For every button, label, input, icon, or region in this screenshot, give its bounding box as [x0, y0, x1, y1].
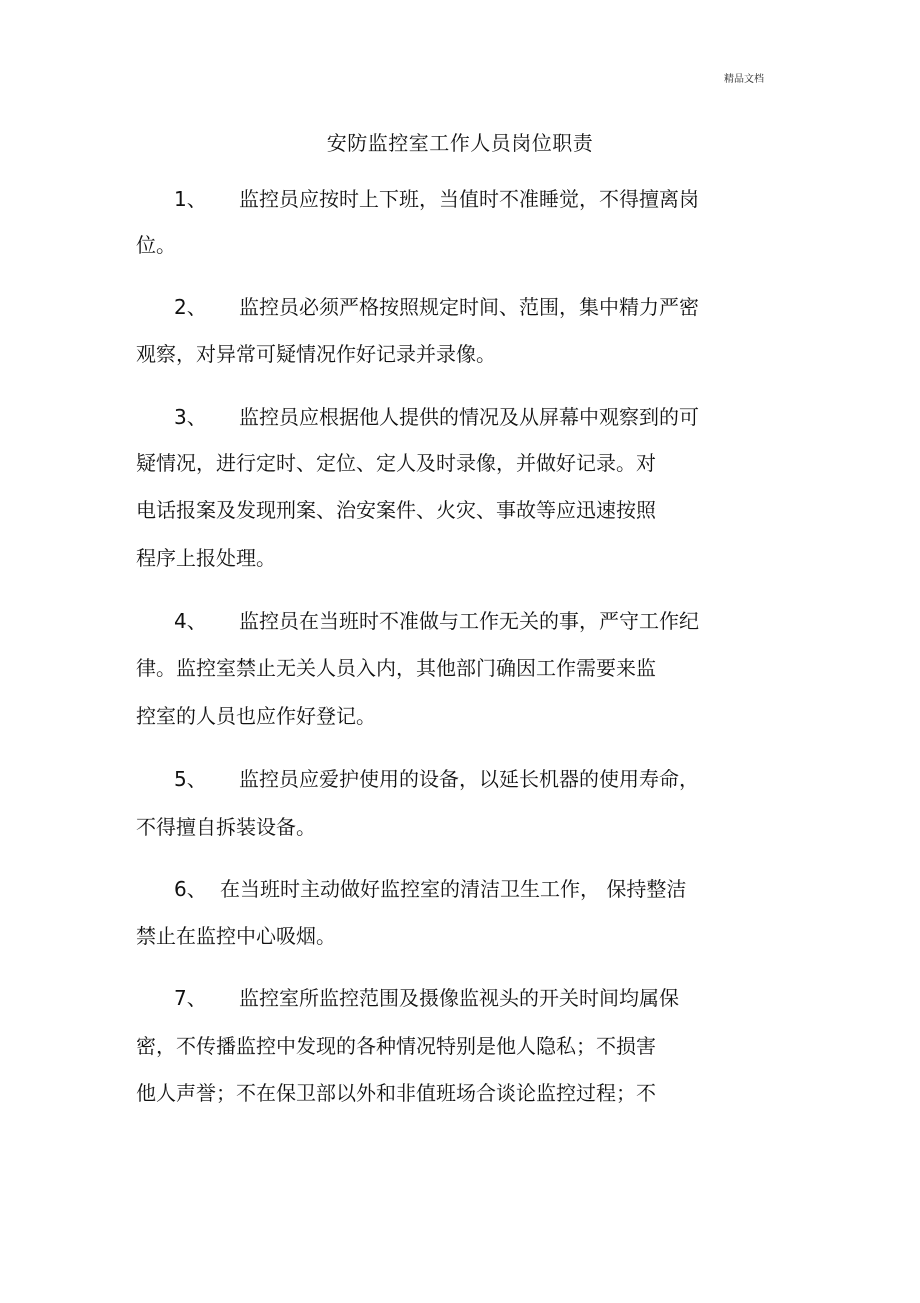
clause-text-line: 监控室所监控范围及摄像监视头的开关时间均属保: [239, 986, 679, 1010]
clause-number: 4、: [174, 609, 207, 633]
clause-text-line: 程序上报处理。: [136, 546, 276, 570]
clause-number: 6、: [174, 877, 207, 901]
clause-number: 7、: [174, 986, 207, 1010]
clause-number: 1、: [174, 187, 207, 211]
clause-text-line: 监控员应按时上下班，当值时不准睡觉，不得擅离岗: [239, 187, 699, 211]
clause-number: 3、: [174, 405, 207, 429]
clause-text-line: 控室的人员也应作好登记。: [136, 704, 376, 728]
clause-text-line: 监控员应爱护使用的设备，以延长机器的使用寿命，: [239, 767, 699, 791]
clause-number: 5、: [174, 767, 207, 791]
clause-number: 2、: [174, 295, 207, 319]
clause-text-line: 疑情况，进行定时、定位、定人及时录像，并做好记录。对: [136, 451, 656, 475]
clause-text-line: 监控员应根据他人提供的情况及从屏幕中观察到的可: [239, 405, 699, 429]
clause-text-line: 密，不传播监控中发现的各种情况特别是他人隐私；不损害: [136, 1034, 656, 1058]
header-tag: 精品文档: [724, 74, 764, 85]
clause-text-line: 位。: [136, 233, 176, 257]
clause-text-line: 观察，对异常可疑情况作好记录并录像。: [136, 342, 496, 366]
clause-text-line: 在当班时主动做好监控室的清洁卫生工作， 保持整洁: [220, 877, 687, 901]
clause-text-line: 律。监控室禁止无关人员入内，其他部门确因工作需要来监: [136, 656, 656, 680]
clause-text-line: 电话报案及发现刑案、治安案件、火灾、事故等应迅速按照: [136, 498, 656, 522]
clause-text-line: 不得擅自拆装设备。: [136, 815, 316, 839]
clause-text-line: 禁止在监控中心吸烟。: [136, 924, 336, 948]
clause-text-line: 监控员在当班时不准做与工作无关的事，严守工作纪: [239, 609, 699, 633]
clause-text-line: 他人声誉；不在保卫部以外和非值班场合谈论监控过程；不: [136, 1081, 656, 1105]
clause-text-line: 监控员必须严格按照规定时间、范围，集中精力严密: [239, 295, 699, 319]
document-title: 安防监控室工作人员岗位职责: [326, 131, 594, 155]
